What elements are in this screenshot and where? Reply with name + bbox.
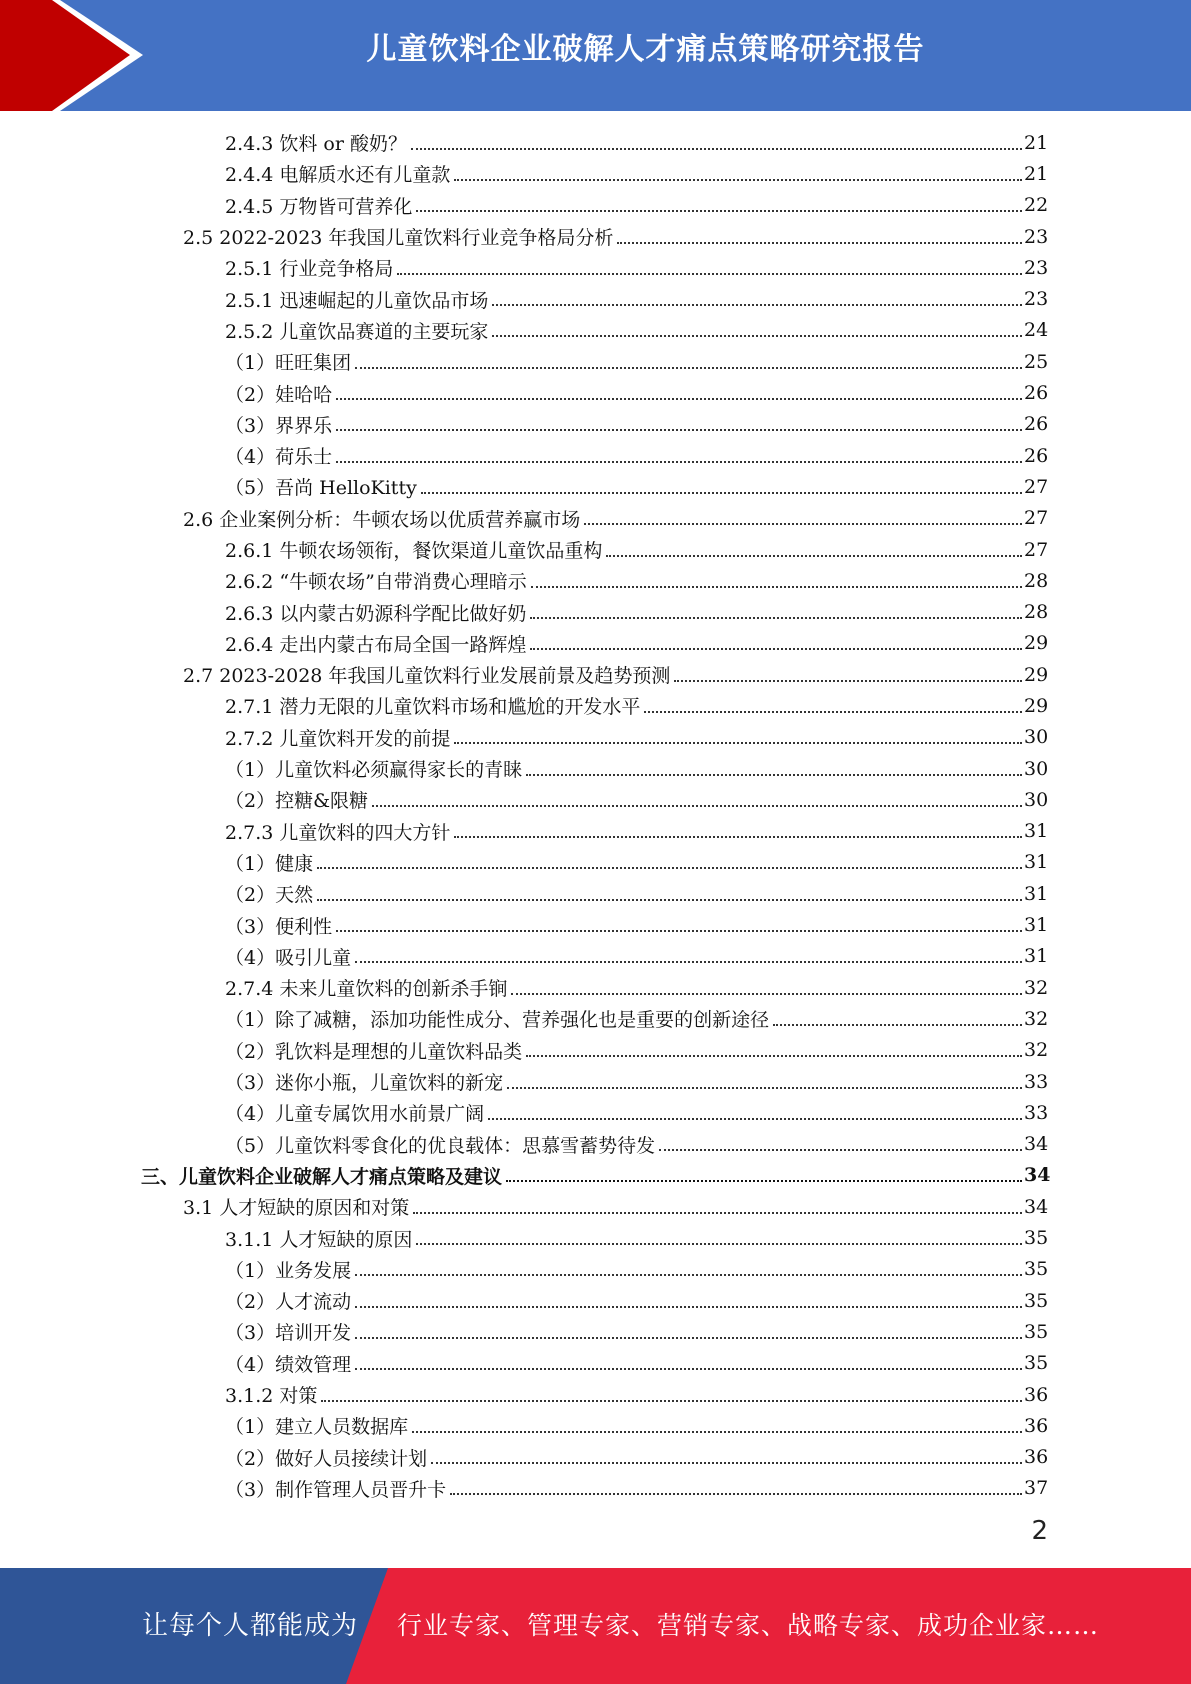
- toc-entry-label: （4）荷乐士: [225, 446, 333, 469]
- toc-dot-leader: [317, 867, 1022, 869]
- toc-entry-label: 三、儿童饮料企业破解人才痛点策略及建议: [141, 1165, 503, 1188]
- toc-dot-leader: [530, 617, 1022, 619]
- toc-entry-page: 32: [1024, 1039, 1049, 1062]
- toc-entry-page: 34: [1024, 1133, 1049, 1156]
- toc-entry-label: 3.1.1 人才短缺的原因: [225, 1228, 413, 1251]
- toc-entry-label: 2.6.1 牛顿农场领衔，餐饮渠道儿童饮品重构: [225, 540, 603, 562]
- toc-entry-page: 21: [1024, 131, 1049, 154]
- header-chevron-decoration: [0, 0, 160, 111]
- toc-dot-leader: [606, 555, 1022, 557]
- toc-entry-page: 34: [1024, 1195, 1049, 1218]
- toc-entry-page: 33: [1024, 1070, 1049, 1093]
- toc-dot-leader: [411, 148, 1022, 150]
- toc-dot-leader: [336, 930, 1022, 932]
- toc-entry-page: 30: [1024, 788, 1049, 811]
- toc-entry[interactable]: [0, 816, 1048, 847]
- toc-entry-label: 3.1 人才短缺的原因和对策: [183, 1197, 410, 1220]
- toc-entry-label: 2.6.3 以内蒙古奶源科学配比做好奶: [225, 602, 527, 625]
- toc-entry[interactable]: [0, 1254, 1048, 1285]
- footer-slogan-right: 行业专家、管理专家、营销专家、战略专家、成功企业家……: [397, 1611, 1100, 1640]
- toc-entry-label: 2.7.2 儿童饮料开发的前提: [225, 727, 451, 750]
- toc-entry-page: 27: [1024, 507, 1049, 530]
- toc-entry[interactable]: [0, 1035, 1048, 1066]
- toc-dot-leader: [526, 1055, 1022, 1057]
- toc-dot-leader: [450, 1493, 1022, 1495]
- toc-dot-leader: [674, 680, 1022, 682]
- toc-entry-label: （2）控糖&限糖: [225, 790, 369, 813]
- toc-entry-page: 23: [1024, 256, 1049, 279]
- toc-entry-label: 2.4.3 饮料 or 酸奶？: [225, 133, 407, 156]
- toc-entry-page: 32: [1024, 1007, 1049, 1030]
- toc-dot-leader: [454, 179, 1022, 181]
- toc-entry-page: 27: [1024, 538, 1049, 561]
- toc-dot-leader: [488, 1118, 1022, 1120]
- toc-entry[interactable]: [0, 753, 1048, 784]
- toc-dot-leader: [507, 1087, 1022, 1089]
- page-footer: [0, 1568, 1191, 1684]
- toc-entry-page: 29: [1024, 632, 1049, 655]
- toc-entry[interactable]: [0, 628, 1048, 659]
- toc-dot-leader: [397, 273, 1022, 275]
- toc-entry-label: （3）培训开发: [225, 1322, 352, 1345]
- toc-dot-leader: [355, 1368, 1022, 1370]
- toc-entry[interactable]: [0, 158, 1048, 189]
- toc-entry[interactable]: [0, 1160, 1051, 1191]
- toc-entry[interactable]: [0, 972, 1048, 1003]
- toc-entry[interactable]: [0, 221, 1048, 252]
- toc-entry-page: 28: [1024, 601, 1049, 624]
- toc-entry-label: （5）吾尚 HelloKitty: [225, 477, 417, 500]
- toc-entry[interactable]: [0, 1441, 1048, 1472]
- toc-entry-page: 24: [1024, 319, 1049, 342]
- toc-entry-page: 29: [1024, 694, 1049, 717]
- toc-entry-page: 36: [1024, 1414, 1049, 1437]
- toc-entry-page: 26: [1024, 413, 1049, 436]
- toc-entry-label: （3）迷你小瓶，儿童饮料的新宠: [225, 1072, 504, 1095]
- toc-dot-leader: [416, 210, 1022, 212]
- toc-entry-label: 2.5.1 行业竞争格局: [225, 258, 394, 281]
- toc-entry-page: 35: [1024, 1320, 1049, 1343]
- toc-entry[interactable]: [0, 1129, 1048, 1160]
- toc-entry[interactable]: [0, 1473, 1048, 1504]
- toc-entry-page: 26: [1024, 382, 1049, 405]
- toc-entry-page: 32: [1024, 976, 1049, 999]
- toc-entry-page: 36: [1024, 1383, 1049, 1406]
- toc-dot-leader: [413, 1212, 1022, 1214]
- toc-entry-page: 27: [1024, 475, 1049, 498]
- toc-entry[interactable]: [0, 1097, 1048, 1128]
- toc-dot-leader: [336, 461, 1022, 463]
- toc-entry-label: 2.7.4 未来儿童饮料的创新杀手锏: [225, 978, 508, 1001]
- toc-dot-leader: [584, 523, 1022, 525]
- table-of-contents: [0, 127, 1191, 1504]
- toc-entry-label: （2）娃哈哈: [225, 383, 333, 406]
- toc-dot-leader: [421, 492, 1022, 494]
- toc-entry-page: 35: [1024, 1227, 1049, 1250]
- toc-entry[interactable]: [0, 127, 1048, 158]
- toc-entry-page: 34: [1024, 1164, 1051, 1187]
- toc-entry-label: 2.4.4 电解质水还有儿童款: [225, 164, 451, 187]
- toc-entry[interactable]: [0, 1316, 1048, 1347]
- toc-entry-label: 2.5.1 迅速崛起的儿童饮品市场: [225, 289, 489, 312]
- toc-dot-leader: [454, 742, 1022, 744]
- toc-entry[interactable]: [0, 315, 1048, 346]
- toc-entry-label: （4）儿童专属饮用水前景广阔: [225, 1103, 485, 1126]
- toc-entry-page: 28: [1024, 569, 1049, 592]
- toc-entry[interactable]: [0, 1066, 1048, 1097]
- toc-dot-leader: [412, 1431, 1022, 1433]
- toc-dot-leader: [659, 1149, 1022, 1151]
- toc-dot-leader: [511, 993, 1022, 995]
- toc-dot-leader: [773, 1024, 1022, 1026]
- toc-entry[interactable]: [0, 190, 1048, 221]
- toc-entry[interactable]: [0, 659, 1048, 690]
- toc-dot-leader: [530, 648, 1022, 650]
- toc-entry[interactable]: [0, 847, 1048, 878]
- toc-entry-page: 35: [1024, 1289, 1049, 1312]
- toc-entry-label: 2.5 2022-2023 年我国儿童饮料行业竞争格局分析: [183, 227, 614, 250]
- toc-dot-leader: [492, 304, 1022, 306]
- toc-entry-page: 31: [1024, 945, 1049, 968]
- toc-entry-label: （1）旺旺集团: [225, 352, 352, 375]
- toc-entry-label: （1）除了减糖，添加功能性成分、营养强化也是重要的创新途径: [225, 1009, 770, 1032]
- toc-entry-label: （3）界界乐: [225, 414, 333, 437]
- toc-entry[interactable]: [0, 909, 1048, 940]
- toc-entry-page: 23: [1024, 225, 1049, 248]
- page-header: [0, 0, 1191, 111]
- toc-dot-leader: [355, 1337, 1022, 1339]
- toc-entry[interactable]: [0, 722, 1048, 753]
- toc-entry-label: （1）儿童饮料必须赢得家长的青睐: [225, 759, 523, 782]
- toc-entry-page: 31: [1024, 820, 1049, 843]
- toc-entry-label: （3）制作管理人员晋升卡: [225, 1478, 447, 1501]
- toc-entry-label: （1）建立人员数据库: [225, 1416, 409, 1439]
- toc-entry-page: 37: [1024, 1477, 1049, 1500]
- toc-entry-label: 3.1.2 对策: [225, 1385, 318, 1408]
- toc-entry-page: 21: [1024, 162, 1049, 185]
- toc-entry[interactable]: [0, 471, 1048, 502]
- toc-entry-page: 35: [1024, 1258, 1049, 1281]
- toc-entry-label: 2.6 企业案例分析：牛顿农场以优质营养赢市场: [183, 508, 581, 531]
- toc-entry-page: 22: [1024, 194, 1049, 217]
- toc-entry[interactable]: [0, 1191, 1048, 1222]
- toc-entry-label: （2）乳饮料是理想的儿童饮料品类: [225, 1040, 523, 1063]
- toc-entry-page: 31: [1024, 882, 1049, 905]
- toc-entry-label: 2.5.2 儿童饮品赛道的主要玩家: [225, 320, 489, 343]
- toc-entry[interactable]: [0, 596, 1048, 627]
- toc-entry-label: 2.6.2 “牛顿农场”自带消费心理暗示: [225, 571, 527, 594]
- toc-entry-label: 2.7.1 潜力无限的儿童饮料市场和尴尬的开发水平: [225, 696, 641, 719]
- toc-entry[interactable]: [0, 252, 1048, 283]
- toc-entry[interactable]: [0, 534, 1048, 565]
- toc-entry-label: （2）做好人员接续计划: [225, 1447, 428, 1470]
- toc-entry[interactable]: [0, 377, 1048, 408]
- toc-dot-leader: [416, 1243, 1022, 1245]
- toc-entry[interactable]: [0, 941, 1048, 972]
- toc-dot-leader: [317, 899, 1022, 901]
- toc-entry[interactable]: [0, 1379, 1048, 1410]
- toc-entry[interactable]: [0, 878, 1048, 909]
- toc-dot-leader: [492, 335, 1022, 337]
- toc-entry-page: 31: [1024, 914, 1049, 937]
- toc-entry-label: （2）天然: [225, 884, 314, 907]
- toc-entry[interactable]: [0, 565, 1048, 596]
- report-title: 儿童饮料企业破解人才痛点策略研究报告: [366, 32, 925, 67]
- toc-entry-page: 30: [1024, 757, 1049, 780]
- toc-dot-leader: [506, 1180, 1022, 1182]
- toc-entry-label: 2.7 2023-2028 年我国儿童饮料行业发展前景及趋势预测: [183, 665, 671, 688]
- toc-entry[interactable]: [0, 1410, 1048, 1441]
- toc-entry[interactable]: [0, 283, 1048, 314]
- toc-dot-leader: [531, 586, 1022, 588]
- toc-entry-label: （1）业务发展: [225, 1259, 352, 1282]
- toc-entry[interactable]: [0, 784, 1048, 815]
- toc-entry[interactable]: [0, 690, 1048, 721]
- toc-dot-leader: [617, 242, 1022, 244]
- toc-entry-label: （2）人才流动: [225, 1291, 352, 1314]
- toc-entry-page: 26: [1024, 444, 1049, 467]
- toc-dot-leader: [355, 367, 1022, 369]
- toc-entry-label: （4）吸引儿童: [225, 946, 352, 969]
- toc-entry-page: 23: [1024, 288, 1049, 311]
- footer-slogan-left: 让每个人都能成为: [142, 1611, 359, 1641]
- toc-entry-page: 33: [1024, 1101, 1049, 1124]
- toc-entry[interactable]: [0, 346, 1048, 377]
- toc-entry-page: 31: [1024, 851, 1049, 874]
- toc-entry[interactable]: [0, 440, 1048, 471]
- toc-entry-label: （3）便利性: [225, 915, 333, 938]
- toc-dot-leader: [526, 774, 1022, 776]
- toc-dot-leader: [355, 1274, 1022, 1276]
- page-number: 2: [1031, 1516, 1048, 1546]
- toc-dot-leader: [355, 961, 1022, 963]
- toc-dot-leader: [372, 805, 1022, 807]
- toc-entry-label: （5）儿童饮料零食化的优良载体：思慕雪蓄势待发: [225, 1134, 656, 1157]
- toc-entry-label: 2.7.3 儿童饮料的四大方针: [225, 821, 451, 844]
- toc-dot-leader: [454, 836, 1022, 838]
- toc-entry[interactable]: [0, 1348, 1048, 1379]
- toc-entry-page: 25: [1024, 350, 1049, 373]
- toc-entry-page: 29: [1024, 663, 1049, 686]
- toc-entry[interactable]: [0, 1222, 1048, 1253]
- toc-entry[interactable]: [0, 1003, 1048, 1034]
- toc-entry[interactable]: [0, 409, 1048, 440]
- toc-entry[interactable]: [0, 503, 1048, 534]
- toc-entry-page: 35: [1024, 1352, 1049, 1375]
- toc-dot-leader: [336, 429, 1022, 431]
- toc-entry-page: 36: [1024, 1446, 1049, 1469]
- toc-entry-label: （1）健康: [225, 852, 314, 875]
- toc-entry-label: 2.4.5 万物皆可营养化: [225, 195, 413, 218]
- toc-dot-leader: [431, 1462, 1022, 1464]
- toc-entry-label: （4）绩效管理: [225, 1353, 352, 1376]
- toc-entry[interactable]: [0, 1285, 1048, 1316]
- toc-entry-page: 30: [1024, 726, 1049, 749]
- toc-dot-leader: [321, 1400, 1022, 1402]
- toc-dot-leader: [644, 711, 1022, 713]
- toc-entry-label: 2.6.4 走出内蒙古布局全国一路辉煌: [225, 633, 527, 656]
- toc-dot-leader: [336, 398, 1022, 400]
- toc-dot-leader: [355, 1306, 1022, 1308]
